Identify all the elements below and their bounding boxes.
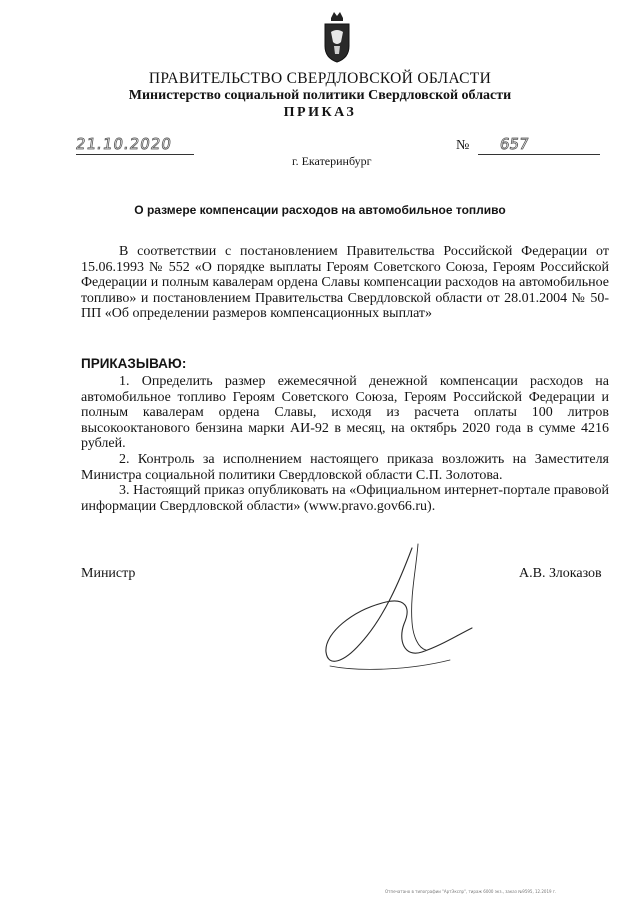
print-footer: Отпечатано в типографии "АртЭкспр", тираж 6000 экз., заказ №9595, 12.2019 г.	[385, 889, 557, 894]
decree-word: ПРИКАЗЫВАЮ:	[81, 356, 187, 371]
number-underline	[478, 154, 600, 155]
government-title: ПРАВИТЕЛЬСТВО СВЕРДЛОВСКОЙ ОБЛАСТИ	[148, 70, 492, 87]
coat-of-arms-icon	[317, 8, 357, 64]
ministry-title: Министерство социальной политики Свердловской области	[128, 88, 512, 103]
handwritten-number: 657	[498, 135, 530, 153]
order-items	[81, 374, 609, 514]
order-item-2: 2. Контроль за исполнением настоящего приказа возложить на Заместителя Министра социальной политики Свердловской области С.П. Золотова.	[81, 451, 609, 483]
handwritten-date: 21.10.2020	[74, 135, 174, 153]
order-item-1: 1. Определить размер ежемесячной денежной компенсации расходов на автомобильное топливо Героям Советского Союза, Героям Российской Федерации и полным кавалерам ордена Славы, исходя из расчета оплаты 100 литров высокооктанового бензина марки АИ-92 в месяц, на октябрь 2020 года в сумме 4216 рублей.	[81, 374, 609, 452]
signatory-name: А.В. Злоказов	[519, 566, 602, 581]
handwritten-signature-icon	[300, 540, 480, 680]
signatory-position: Министр	[81, 566, 136, 581]
preamble-section	[81, 244, 609, 322]
date-underline	[76, 154, 194, 155]
city-label: г. Екатеринбург	[292, 154, 372, 168]
number-sign: №	[456, 138, 470, 153]
document-type: ПРИКАЗ	[283, 105, 357, 120]
preamble-text: В соответствии с постановлением Правительства Российской Федерации от 15.06.1993 № 552 «О порядке выплаты Героям Советского Союза, Героям Российской Федерации и полным кавалерам ордена Славы компенсации расходов на автомобильное топливо» и постановлением Правительства Свердловской области от 28.01.2004 № 50-ПП «Об определении размеров компенсационных выплат»	[81, 244, 609, 322]
order-subject: О размере компенсации расходов на автомобильное топливо	[134, 203, 506, 217]
order-item-3: 3. Настоящий приказ опубликовать на «Официальном интернет-портале правовой информации Свердловской области» (www.pravo.gov66.ru).	[81, 483, 609, 514]
